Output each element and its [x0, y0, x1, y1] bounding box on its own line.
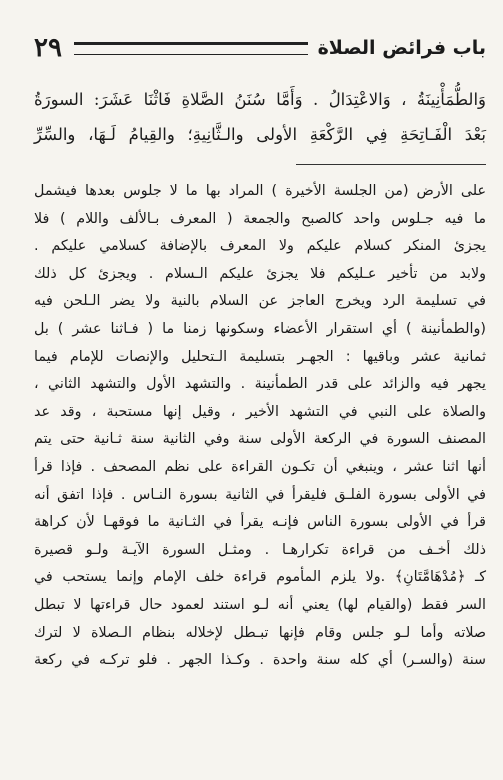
commentary-text [34, 178, 486, 675]
commentary-line: ذلك أخـف من قراءة تكرارهـا . ومثـل السورة الآيـة ولـو قصيرة [34, 541, 486, 558]
commentary-line: والصلاة على النبي في التشهد الأخير ، وقيل إنها مستحبة ، وقد عد [34, 403, 486, 420]
commentary-line: يجزئ المنكر كسلام عليكم ولا المعرف بالإضافة كسلامي عليكم . [34, 238, 486, 255]
commentary-line: قرأ في الأولى بسورة الناس فإنـه يقرأ في الثـانية ما فوقهـا لأن كراهة [34, 514, 486, 531]
page-number: ٢٩ [34, 33, 62, 63]
commentary-line: صلاته وأما لـو جلس وقام فإنها تبـطل لإخلاله بنظام الـصلاة لا لترك [34, 624, 486, 641]
commentary-line: في الأولى بسورة الفلـق فليقرأ في الثانية بسورة النـاس . فإذا اتفق أنه [34, 486, 486, 503]
commentary-line: المصنف السورة في الركعة الأولى سنة وفي الثانية سنة ثـانية حتى يتم [34, 431, 486, 448]
chapter-title: باب فرائض الصلاة [317, 37, 486, 59]
matn-line: بَعْدَ الْفَـاتِحَةِ فِي الرَّكْعَةِ الأولى والـثَّانِيةِ؛ والقِيامُ لَـهَا، والسِّرِّ [34, 125, 486, 144]
page-header [34, 28, 486, 68]
commentary-line: ما فيه جـلوس واحد كالصبح والجمعة ( المعرف بـالألف واللام ) فلا [34, 210, 486, 227]
footnote-separator [296, 164, 486, 165]
commentary-line: يجهر فيه والزائد على قدر الطمأنينة . والتشهد الأول والتشهد الثاني ، [34, 376, 486, 393]
matn-text [34, 82, 486, 152]
commentary-line: ولابد من تأخير عـليكم فلا يجزئ عليكم الـسلام . ويجزئ كل ذلك [34, 265, 486, 282]
commentary-line: في تسليمة الرد ويخرج العاجز عن السلام بالنية ولا يضر الـلحن فيه [34, 293, 486, 310]
matn-line: وَالطُّمَأْنِينَةُ ، وَالاعْتِدَالُ . وَأَمَّا سُنَنُ الصَّلاةِ فَاثْنَا عَشَرَ: السورَةُ [34, 90, 486, 109]
commentary-line: أنها اثنا عشر ، وينبغي أن تكـون القراءة على نظم المصحف . فإذا قرأ [34, 458, 486, 475]
commentary-line: سنة (والسـر) أي كله سنة واحدة . وكـذا الجهر . فلو تركـه في ركعة [34, 652, 486, 669]
commentary-line: السر فقط (والقيام لها) يعني أنه لـو استند لعمود حال قراءتها لا تبطل [34, 596, 486, 613]
commentary-line: على الأرض (من الجلسة الأخيرة ) المراد بها ما لا جلوس بعدها فيشمل [34, 183, 486, 199]
commentary-line: (والطمأنينة ) أي استقرار الأعضاء وسكونها زمنا ما ( فـاثنا عشر ) بل [34, 320, 486, 337]
commentary-line: ثمانية عشر وباقيها : الجهـر بتسليمة الـتحليل والإنصات للإمام فيما [34, 348, 486, 365]
header-rule [74, 42, 308, 55]
commentary-line: كـ ﴿مُدْهَامَّتَانِ﴾ .ولا يلزم المأموم قراءة خلف الإمام وإنما يستحب في [34, 569, 486, 586]
